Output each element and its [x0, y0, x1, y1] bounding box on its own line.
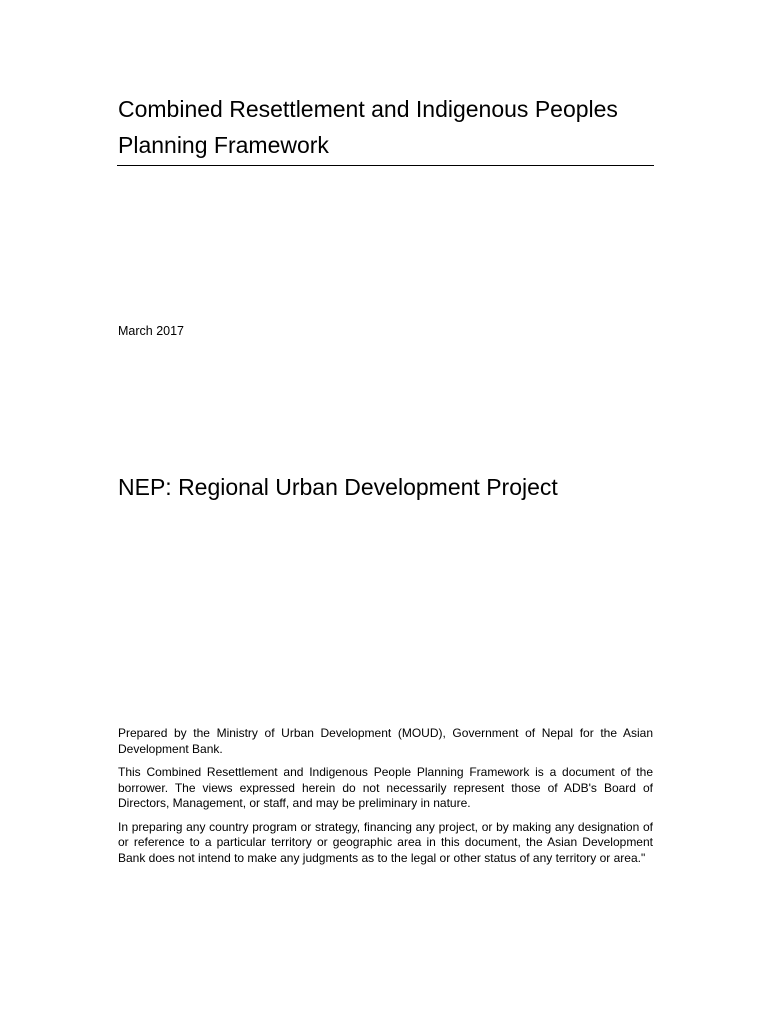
document-title-line1: Combined Resettlement and Indigenous Peoples	[118, 96, 618, 122]
title-divider	[117, 165, 654, 166]
document-date: March 2017	[118, 324, 185, 338]
territory-notice-paragraph: In preparing any country program or strategy, financing any project, or by making any designation of or reference to a particular territory or geographic area in this document, the Asian Development Bank does not intend to make any judgments as to the legal or other status of any territory or area."	[118, 819, 653, 865]
prepared-by-paragraph: Prepared by the Ministry of Urban Development (MOUD), Government of Nepal for the Asian Development Bank.	[118, 726, 653, 756]
project-title: NEP: Regional Urban Development Project	[118, 474, 558, 500]
disclaimer-section	[118, 726, 653, 874]
views-notice-paragraph: This Combined Resettlement and Indigenous People Planning Framework is a document of the borrower. The views expressed herein do not necessarily represent those of ADB's Board of Directors, Management, or staff, and may be preliminary in nature.	[118, 765, 653, 810]
document-title-line2: Planning Framework	[118, 132, 329, 158]
document-title	[118, 91, 658, 163]
